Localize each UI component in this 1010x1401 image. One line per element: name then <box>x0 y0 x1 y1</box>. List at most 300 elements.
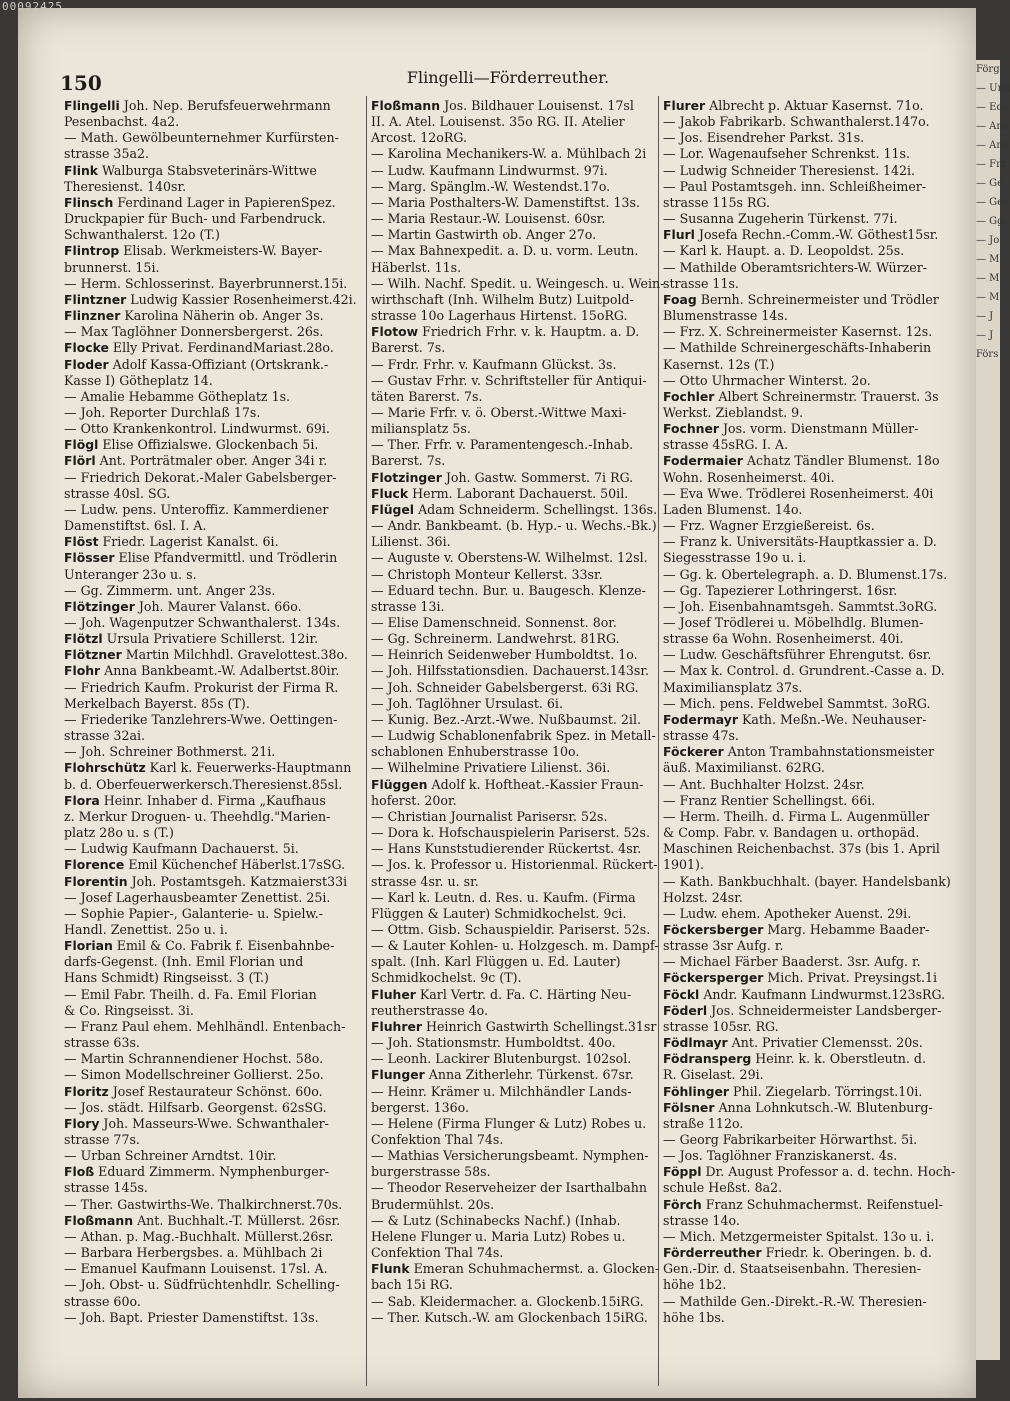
entry-text: — Gustav Frhr. v. Schriftsteller für Antiqui- <box>371 372 647 388</box>
directory-entry <box>663 857 957 873</box>
entry-text: Flüggen & Lauter) Schmidkochelst. 9ci. <box>371 905 627 921</box>
directory-entry <box>663 243 957 259</box>
directory-entry <box>663 292 957 308</box>
directory-entry <box>371 1213 665 1229</box>
directory-entry <box>64 1310 358 1326</box>
directory-entry <box>371 809 665 825</box>
entry-text: Anna Lohnkutsch.-W. Blutenburg- <box>714 1099 933 1115</box>
entry-text: Dr. August Professor a. d. techn. Hoch- <box>701 1164 956 1180</box>
entry-text: wirthschaft (Inh. Wilhelm Butz) Luitpold- <box>371 291 634 307</box>
entry-text: II. A. Atel. Louisenst. 35o RG. II. Atelier <box>371 114 625 130</box>
directory-entry <box>663 1164 957 1180</box>
entry-text: strasse 40sl. SG. <box>64 485 171 501</box>
entry-surname: Floßmann <box>371 98 441 113</box>
directory-entry <box>663 357 957 373</box>
entry-text: — Jos. Eisendreher Parkst. 31s. <box>663 130 865 146</box>
directory-entry <box>64 130 358 146</box>
entry-text: Holzst. 24sr. <box>663 889 743 905</box>
entry-text: — Amalie Hebamme Götheplatz 1s. <box>64 388 291 404</box>
entry-text: Martin Milchhdl. Gravelottest.38o. <box>121 647 348 663</box>
entry-text: — Ludwig Schablonenfabrik Spez. in Metall- <box>371 728 656 744</box>
entry-text: strasse 6a Wohn. Rosenheimerst. 40i. <box>663 631 904 647</box>
directory-entry <box>64 534 358 550</box>
directory-entry <box>371 1084 665 1100</box>
entry-text: Kasernst. 12s (T.) <box>663 356 775 372</box>
entry-surname: Fluhrer <box>371 1018 422 1034</box>
entry-text: schule Heßst. 8a2. <box>663 1180 783 1196</box>
directory-entry <box>663 970 957 986</box>
entry-surname: Flingelli <box>64 98 120 113</box>
entry-text: Jos. Schneidermeister Landsberger- <box>707 1002 942 1018</box>
entry-text: höhe 1b2. <box>663 1277 727 1293</box>
directory-entry <box>371 599 665 615</box>
entry-surname: Floß <box>64 1164 95 1180</box>
entry-text: Handl. Zenettist. 25o u. i. <box>64 921 228 937</box>
entry-text: — Mich. pens. Feldwebel Sammtst. 3oRG. <box>663 695 931 711</box>
entry-text: Adam Schneiderm. Schellingst. 136s. <box>414 501 658 517</box>
directory-entry <box>64 1084 358 1100</box>
entry-surname: Florentin <box>64 873 128 889</box>
directory-entry <box>64 1261 358 1277</box>
directory-entry <box>663 567 957 583</box>
entry-surname: Flora <box>64 792 100 808</box>
entry-text: — Mathilde Oberamtsrichters-W. Würzer- <box>663 259 928 275</box>
directory-entry <box>371 712 665 728</box>
entry-text: Barerst. 7s. <box>371 453 446 469</box>
directory-entry <box>663 98 957 114</box>
entry-text: — Lor. Wagenaufseher Schrenkst. 11s. <box>663 146 910 162</box>
directory-entry <box>371 276 665 292</box>
entry-text: — Ludw. pens. Unteroffiz. Kammerdiener <box>64 501 329 517</box>
directory-entry <box>663 1035 957 1051</box>
running-head: Flingelli—Förderreuther. <box>406 68 610 87</box>
directory-entry <box>371 308 665 324</box>
entry-text: — Math. Gewölbeunternehmer Kurfürsten- <box>64 130 339 146</box>
entry-text: — Mathilde Schreinergeschäfts-Inhaberin <box>663 340 932 356</box>
directory-entry <box>371 663 665 679</box>
entry-text: äuß. Maximilianst. 62RG. <box>663 760 825 776</box>
entry-text: miliansplatz 5s. <box>371 421 471 437</box>
directory-entry <box>663 1019 957 1035</box>
directory-entry <box>64 890 358 906</box>
next-page-fragment: — J <box>976 330 994 341</box>
directory-entry <box>64 1213 358 1229</box>
entry-text: Friedr. Lagerist Kanalst. 6i. <box>98 534 279 550</box>
entry-text: — Joh. Stationsmstr. Humboldtst. 40o. <box>371 1035 616 1051</box>
directory-entry <box>64 389 358 405</box>
entry-text: — Max k. Control. d. Grundrent.-Casse a. D. <box>663 663 945 679</box>
directory-entry <box>64 1245 358 1261</box>
entry-text: — Ant. Buchhalter Holzst. 24sr. <box>663 776 865 792</box>
entry-text: — Barbara Herbergsbes. a. Mühlbach 2i <box>64 1245 323 1261</box>
directory-entry <box>64 453 358 469</box>
entry-text: — Wilhelmine Privatiere Lilienst. 36i. <box>371 760 611 776</box>
directory-entry <box>663 324 957 340</box>
entry-text: strasse 45sRG. I. A. <box>663 437 789 453</box>
entry-surname: Flinsch <box>64 194 114 210</box>
directory-entry <box>663 793 957 809</box>
directory-entry <box>371 1294 665 1310</box>
entry-text: brunnerst. 15i. <box>64 259 160 275</box>
directory-entry <box>64 308 358 324</box>
directory-entry <box>663 502 957 518</box>
directory-entry <box>371 211 665 227</box>
entry-text: strasse 14o. <box>663 1212 740 1228</box>
directory-entry <box>371 567 665 583</box>
entry-text: — Ludwig Kaufmann Dachauerst. 5i. <box>64 841 299 857</box>
directory-entry <box>663 1132 957 1148</box>
entry-text: Ant. Porträtmaler ober. Anger 34i r. <box>95 453 328 469</box>
entry-text: höhe 1bs. <box>663 1309 725 1325</box>
directory-entry <box>64 340 358 356</box>
directory-entry <box>64 437 358 453</box>
directory-entry <box>663 227 957 243</box>
column-divider <box>366 96 367 1386</box>
directory-entry <box>663 486 957 502</box>
entry-text: — Joh. Obst- u. Südfrüchtenhdlr. Schelling- <box>64 1277 340 1293</box>
entry-surname: Föppl <box>663 1164 702 1180</box>
entry-text: & Comp. Fabr. v. Bandagen u. orthopäd. <box>663 825 920 841</box>
entry-text: — Frz. X. Schreinermeister Kasernst. 12s. <box>663 324 933 340</box>
next-page-fragment: — Frz <box>976 159 1007 170</box>
directory-entry <box>64 841 358 857</box>
directory-entry <box>371 938 665 954</box>
entry-text: — Ludw. Kaufmann Lindwurmst. 97i. <box>371 162 608 178</box>
entry-text: — Max Bahnexpedit. a. D. u. vorm. Leutn. <box>371 243 639 259</box>
entry-text: — Heinrich Seidenweber Humboldtst. 1o. <box>371 647 638 663</box>
entry-text: schablonen Enhuberstrasse 10o. <box>371 744 580 760</box>
directory-page <box>18 8 976 1398</box>
entry-text: — Joh. Wagenputzer Schwanthalerst. 134s. <box>64 615 341 630</box>
entry-text: Phil. Ziegelarb. Törringst.10i. <box>729 1083 923 1099</box>
directory-entry <box>64 324 358 340</box>
entry-surname: Flurer <box>663 98 706 113</box>
entry-text: — Ottm. Gisb. Schauspieldir. Pariserst. 52s. <box>371 921 651 937</box>
entry-text: — Marie Frfr. v. ö. Oberst.-Wittwe Maxi- <box>371 404 627 420</box>
directory-entry <box>64 1035 358 1051</box>
entry-text: — Jos. Taglöhner Franziskanerst. 4s. <box>663 1148 898 1164</box>
entry-text: Maschinen Reichenbachst. 37s (bis 1. April <box>663 841 940 857</box>
directory-entry <box>64 486 358 502</box>
directory-entry <box>663 421 957 437</box>
entry-text: — Emanuel Kaufmann Louisenst. 17sl. A. <box>64 1261 328 1277</box>
directory-entry <box>371 292 665 308</box>
entry-text: — Ludwig Schneider Theresienst. 142i. <box>663 162 916 178</box>
directory-entry <box>64 179 358 195</box>
entry-surname: Flintzner <box>64 291 127 307</box>
directory-entry <box>663 954 957 970</box>
entry-text: burgerstrasse 58s. <box>371 1164 491 1180</box>
entry-text: strasse 32ai. <box>64 728 145 744</box>
entry-text: Hans Schmidt) Ringseisst. 3 (T.) <box>64 970 269 986</box>
entry-text: — Theodor Reserveheizer der Isarthalbahn <box>371 1180 647 1196</box>
directory-entry <box>64 777 358 793</box>
directory-entry <box>64 163 358 179</box>
next-page-edge <box>976 60 1010 1360</box>
directory-entry <box>663 631 957 647</box>
entry-surname: Fochler <box>663 388 715 404</box>
directory-entry <box>64 470 358 486</box>
entry-text: Anton Trambahnstationsmeister <box>723 744 935 760</box>
entry-text: Barerst. 7s. <box>371 340 446 356</box>
entry-text: — Martin Gastwirth ob. Anger 27o. <box>371 227 597 243</box>
entry-text: — Marg. Spänglm.-W. Westendst.17o. <box>371 178 611 194</box>
directory-entry <box>663 890 957 906</box>
directory-entry <box>64 550 358 566</box>
directory-entry <box>663 647 957 663</box>
directory-entry <box>663 744 957 760</box>
next-page-fragment: — M <box>976 254 1000 265</box>
entry-text: — Ludw. Geschäftsführer Ehrengutst. 6sr. <box>663 647 932 663</box>
entry-text: — Franz Paul ehem. Mehlhändl. Entenbach- <box>64 1018 346 1034</box>
entry-text: Kath. Meßn.-We. Neuhauser- <box>737 711 927 727</box>
entry-text: reutherstrasse 4o. <box>371 1002 489 1018</box>
directory-entry <box>663 1277 957 1293</box>
entry-surname: Föckersperger <box>663 970 764 986</box>
entry-text: Mich. Privat. Preysingst.1i <box>763 970 937 986</box>
entry-text: — & Lauter Kohlen- u. Holzgesch. m. Dampf- <box>371 938 659 954</box>
directory-entry <box>371 1148 665 1164</box>
entry-text: Joh. Maurer Valanst. 66o. <box>134 598 302 614</box>
entry-text: — Christian Journalist Parisersr. 52s. <box>371 808 608 824</box>
directory-entry <box>64 825 358 841</box>
entry-surname: Flinzner <box>64 308 121 324</box>
entry-text: — Joh. Schneider Gabelsbergerst. 63i RG. <box>371 679 639 695</box>
entry-text: R. Giselast. 29i. <box>663 1067 764 1083</box>
next-page-fragment: Förs <box>976 349 999 360</box>
entry-surname: Flösser <box>64 550 115 566</box>
directory-entry <box>663 1245 957 1261</box>
directory-entry <box>64 760 358 776</box>
entry-surname: Flotzinger <box>371 469 442 485</box>
entry-text: Wohn. Rosenheimerst. 40i. <box>663 469 835 485</box>
entry-text: Jos. Bildhauer Louisenst. 17sl <box>440 98 634 113</box>
directory-entry <box>663 841 957 857</box>
entry-text: — Ther. Frfr. v. Paramentengesch.-Inhab. <box>371 437 634 453</box>
entry-text: Gen.-Dir. d. Staatseisenbahn. Theresien- <box>663 1261 921 1277</box>
entry-surname: Florian <box>64 938 113 954</box>
entry-surname: Flöst <box>64 534 99 550</box>
directory-entry <box>663 534 957 550</box>
directory-entry <box>663 453 957 469</box>
entry-text: — Michael Färber Baaderst. 3sr. Aufg. r. <box>663 954 921 970</box>
entry-text: — Joh. Schreiner Bothmerst. 21i. <box>64 744 276 760</box>
directory-entry <box>64 906 358 922</box>
directory-entry <box>663 906 957 922</box>
directory-entry <box>64 987 358 1003</box>
directory-entry <box>64 599 358 615</box>
entry-text: Heinrich Gastwirth Schellingst.31sr <box>421 1018 657 1034</box>
entry-text: — Max Taglöhner Donnersbergerst. 26s. <box>64 324 324 340</box>
directory-entry <box>371 874 665 890</box>
directory-entry <box>64 922 358 938</box>
directory-entry <box>663 809 957 825</box>
entry-text: Ludwig Kassier Rosenheimerst.42i. <box>126 291 357 307</box>
directory-entry <box>64 243 358 259</box>
entry-text: Joh. Nep. Berufsfeuerwehrmann <box>119 98 331 113</box>
entry-text: Friedrich Frhr. v. k. Hauptm. a. D. <box>418 324 640 340</box>
directory-entry <box>371 373 665 389</box>
entry-text: — Karl k. Leutn. d. Res. u. Kaufm. (Firma <box>371 889 636 905</box>
directory-entry <box>371 1229 665 1245</box>
directory-entry <box>64 1180 358 1196</box>
directory-entry <box>371 793 665 809</box>
next-page-fragment: Förg <box>976 64 1000 75</box>
directory-entry <box>663 1261 957 1277</box>
entry-text: — Urban Schreiner Arndtst. 10ir. <box>64 1148 277 1164</box>
directory-entry <box>64 696 358 712</box>
directory-entry <box>64 809 358 825</box>
entry-text: — Eva Wwe. Trödlerei Rosenheimerst. 40i <box>663 485 934 501</box>
directory-entry <box>371 1051 665 1067</box>
entry-text: Joh. Masseurs-Wwe. Schwanthaler- <box>99 1115 329 1131</box>
page-number: 150 <box>60 71 102 95</box>
directory-entry <box>371 1164 665 1180</box>
entry-text: strasse 35a2. <box>64 146 149 162</box>
directory-entry <box>663 712 957 728</box>
next-page-fragment: — M <box>976 273 1000 284</box>
directory-entry <box>371 550 665 566</box>
entry-text: Elise Pfandvermittl. und Trödlerin <box>114 550 338 566</box>
entry-text: — Maria Posthalters-W. Damenstiftst. 13s. <box>371 194 640 210</box>
directory-entry <box>64 276 358 292</box>
entry-text: Damenstiftst. 6sl. I. A. <box>64 518 207 534</box>
entry-text: strasse 11s. <box>663 275 739 291</box>
scan-id: 00092425 <box>2 0 63 13</box>
entry-text: — Frz. Wagner Erzgießereist. 6s. <box>663 518 875 534</box>
entry-text: — Ludw. ehem. Apotheker Auenst. 29i. <box>663 905 912 921</box>
entry-text: Adolf Kassa-Offiziant (Ortskrank.- <box>108 356 329 372</box>
directory-entry <box>64 211 358 227</box>
entry-text: Franz Schuhmachermst. Reifenstuel- <box>701 1196 943 1212</box>
directory-entry <box>371 1245 665 1261</box>
entry-text: Adolf k. Hoftheat.-Kassier Fraun- <box>427 776 644 792</box>
directory-entry <box>371 1100 665 1116</box>
entry-text: — Joh. Hilfsstationsdien. Dachauerst.143sr. <box>371 663 649 679</box>
entry-text: strasse 145s. <box>64 1180 148 1196</box>
entry-text: — Maria Restaur.-W. Louisenst. 60sr. <box>371 211 606 227</box>
entry-text: strasse 10o Lagerhaus Hirtenst. 15oRG. <box>371 308 628 324</box>
entry-text: Karolina Näherin ob. Anger 3s. <box>120 308 324 324</box>
directory-entry <box>64 647 358 663</box>
directory-entry <box>371 744 665 760</box>
entry-text: Walburga Stabsveterinärs-Wittwe <box>98 162 317 178</box>
entry-text: — Elise Damenschneid. Sonnenst. 8or. <box>371 615 617 630</box>
entry-text: Schwanthalerst. 12o (T.) <box>64 227 220 243</box>
entry-text: Werkst. Zieblandst. 9. <box>663 404 804 420</box>
directory-entry <box>64 793 358 809</box>
directory-entry <box>64 1132 358 1148</box>
entry-text: — Sophie Papier-, Galanterie- u. Spielw.- <box>64 905 324 921</box>
directory-entry <box>371 470 665 486</box>
entry-surname: Föckl <box>663 986 700 1002</box>
entry-text: platz 28o u. s (T.) <box>64 825 174 841</box>
entry-surname: Flohrschütz <box>64 760 146 776</box>
entry-text: — Sab. Kleidermacher. a. Glockenb.15iRG. <box>371 1293 644 1309</box>
entry-text: strasse 3sr Aufg. r. <box>663 938 784 954</box>
entry-text: Albrecht p. Aktuar Kasernst. 71o. <box>705 98 924 113</box>
directory-entry <box>371 825 665 841</box>
entry-surname: Förch <box>663 1196 702 1212</box>
directory-entry <box>64 1067 358 1083</box>
entry-surname: Flunger <box>371 1067 425 1083</box>
directory-entry <box>663 518 957 534</box>
directory-entry <box>64 227 358 243</box>
next-page-fragment: — Edn <box>976 102 1010 113</box>
directory-entry <box>64 260 358 276</box>
entry-surname: Floritz <box>64 1083 109 1099</box>
directory-entry <box>663 1310 957 1326</box>
entry-surname: Flurl <box>663 227 695 243</box>
directory-entry <box>64 502 358 518</box>
entry-text: Heinr. k. k. Oberstleutn. d. <box>751 1051 926 1067</box>
directory-entry <box>663 583 957 599</box>
directory-entry <box>663 146 957 162</box>
directory-entry <box>663 1148 957 1164</box>
entry-surname: Fodermayr <box>663 711 738 727</box>
directory-entry <box>371 1019 665 1035</box>
entry-text: Karl k. Feuerwerks-Hauptmann <box>145 760 352 776</box>
entry-surname: Föckerer <box>663 744 724 760</box>
entry-surname: Flintrop <box>64 243 120 259</box>
directory-entry <box>663 777 957 793</box>
directory-entry <box>371 777 665 793</box>
directory-entry <box>371 1310 665 1326</box>
entry-text: Emil Küchenchef Häberlst.17sSG. <box>124 857 346 873</box>
entry-text: Herm. Laborant Dachauerst. 50il. <box>408 485 629 501</box>
entry-text: strasse 115s RG. <box>663 194 771 210</box>
entry-surname: Flocke <box>64 340 109 356</box>
entry-text: — Gg. Zimmerm. unt. Anger 23s. <box>64 582 276 598</box>
directory-entry <box>64 1051 358 1067</box>
entry-text: Albert Schreinermstr. Trauerst. 3s <box>714 388 939 404</box>
entry-surname: Flügel <box>371 501 415 517</box>
directory-entry <box>371 922 665 938</box>
directory-entry <box>64 357 358 373</box>
entry-text: Friedr. k. Oberingen. b. d. <box>761 1245 932 1261</box>
entry-text: Josef Restaurateur Schönst. 60o. <box>108 1083 323 1099</box>
entry-text: Anna Bankbeamt.-W. Adalbertst.80ir. <box>100 663 340 679</box>
entry-text: — Gg. k. Obertelegraph. a. D. Blumenst.17s. <box>663 566 948 582</box>
entry-surname: Floder <box>64 356 109 372</box>
entry-text: Lilienst. 36i. <box>371 534 451 550</box>
entry-text: Joh. Gastw. Sommerst. 7i RG. <box>441 469 634 485</box>
entry-surname: Foag <box>663 291 697 307</box>
directory-entry <box>663 696 957 712</box>
directory-entry <box>663 389 957 405</box>
entry-text: Helene Flunger u. Maria Lutz) Robes u. <box>371 1228 626 1244</box>
entry-text: — Susanna Zugeherin Türkenst. 77i. <box>663 211 898 227</box>
directory-entry <box>371 163 665 179</box>
entry-surname: Flötzinger <box>64 598 135 614</box>
entry-text: Druckpapier für Buch- und Farbendruck. <box>64 211 326 227</box>
entry-text: Elly Privat. FerdinandMariast.28o. <box>108 340 334 356</box>
entry-text: — Christoph Monteur Kellerst. 33sr. <box>371 566 603 582</box>
entry-text: — Kath. Bankbuchhalt. (bayer. Handelsbank) <box>663 873 951 889</box>
entry-text: Laden Blumenst. 14o. <box>663 501 803 517</box>
entry-text: — Joh. Reporter Durchlaß 17s. <box>64 404 261 420</box>
directory-entry <box>64 954 358 970</box>
entry-text: Elise Offizialswe. Glockenbach 5i. <box>98 437 319 453</box>
entry-text: Karl Vertr. d. Fa. C. Härting Neu- <box>415 986 632 1002</box>
entry-text: Bernh. Schreinermeister und Trödler <box>696 291 939 307</box>
directory-entry <box>371 227 665 243</box>
next-page-fragment: — J <box>976 311 994 322</box>
entry-text: Merkelbach Bayerst. 85s (T). <box>64 695 250 711</box>
directory-entry <box>663 1229 957 1245</box>
directory-entry <box>64 1164 358 1180</box>
directory-entry <box>663 470 957 486</box>
